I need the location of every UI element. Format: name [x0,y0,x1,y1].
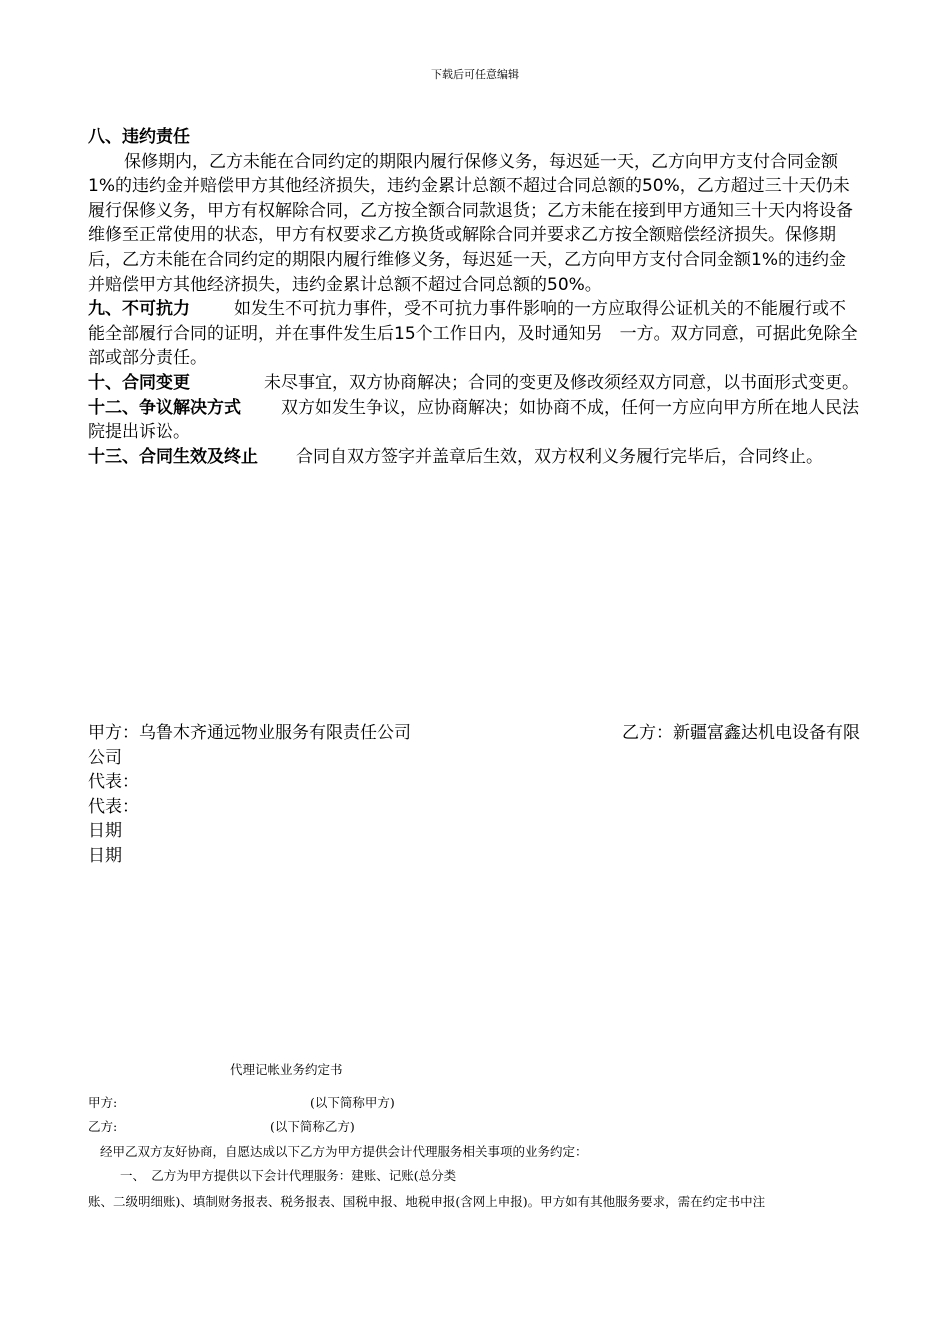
section-9 [88,297,860,371]
agency-party-b [88,1117,117,1135]
section-8-title: 八、违约责任 [88,127,190,147]
agency-party-a-hint: (以下简称甲方) [310,1095,395,1110]
section-12-body: 双方如发生争议，应协商解决；如协商不成，任何一方应向甲方所在地人民法院提出诉讼。 [88,397,859,443]
section-13-body: 合同自双方签字并盖章后生效，双方权利义务履行完毕后，合同终止。 [296,446,823,467]
section-12-title: 十二、争议解决方式 [88,397,241,418]
section-9-title: 九、不可抗力 [88,299,190,320]
party-b-continued: 公司 [88,747,122,768]
section-8-body: 保修期内，乙方未能在合同约定的期限内履行保修义务，每迟延一天，乙方向甲方支付合同金额1%的违约金并赔偿甲方其他经济损失，违约金累计总额不超过合同总额的50%，乙方超过三十天仍未履行保修义务，甲方有权解除合同，乙方按全额合同款退货；乙方未能在接到甲方通知三十天内将设备维修至正常使用的状态，甲方有权要求乙方换货或解除合同并要求乙方按全额赔偿经济损失。保修期后，乙方未能在合同约定的期限内履行维修义务，每迟延一天，乙方向甲方支付合同金额1%的违约金并赔偿甲方其他经济损失，违约金累计总额不超过合同总额的50%。 [88,151,853,295]
representative-a: 代表： [88,772,139,793]
agency-party-a [88,1093,117,1111]
section-13 [88,445,860,470]
date-a: 日期 [88,821,122,842]
signature-block [88,721,860,869]
agency-item-1: 一、 乙方为甲方提供以下会计代理服务：建账、记账(总分类 [120,1168,457,1183]
party-row [88,721,860,746]
section-10-title: 十、合同变更 [88,372,190,393]
section-12 [88,396,860,445]
party-b: 乙方：新疆富鑫达机电设备有限 [622,723,860,743]
section-10-body: 未尽事宜，双方协商解决；合同的变更及修改须经双方同意，以书面形式变更。 [264,372,859,393]
agency-intro: 经甲乙双方友好协商，自愿达成以下乙方为甲方提供会计代理服务相关事项的业务约定： [100,1144,588,1159]
agency-contract-title: 代理记帐业务约定书 [230,1062,343,1077]
contract-body [88,125,860,469]
agency-party-b-hint: (以下简称乙方) [270,1119,355,1134]
agency-party-a-label: 甲方: [88,1095,118,1110]
section-9-body: 如发生不可抗力事件，受不可抗力事件影响的一方应取得公证机关的不能履行或不能全部履行合同的证明，并在事件发生后15个工作日内，及时通知另 一方。双方同意，可据此免除全部或部分责任。 [88,299,858,369]
section-13-title: 十三、合同生效及终止 [88,446,258,467]
section-10 [88,371,860,396]
party-a: 甲方：乌鲁木齐通远物业服务有限责任公司 [88,723,411,743]
agency-item-1-continued: 账、二级明细账)、填制财务报表、税务报表、国税申报、地税申报(含网上申报)。甲方如有其他服务要求，需在约定书中注 [88,1194,766,1209]
representative-b: 代表： [88,796,139,817]
header-note: 下载后可任意编辑 [431,68,519,81]
agency-party-b-label: 乙方: [88,1119,118,1134]
date-b: 日期 [88,845,122,866]
